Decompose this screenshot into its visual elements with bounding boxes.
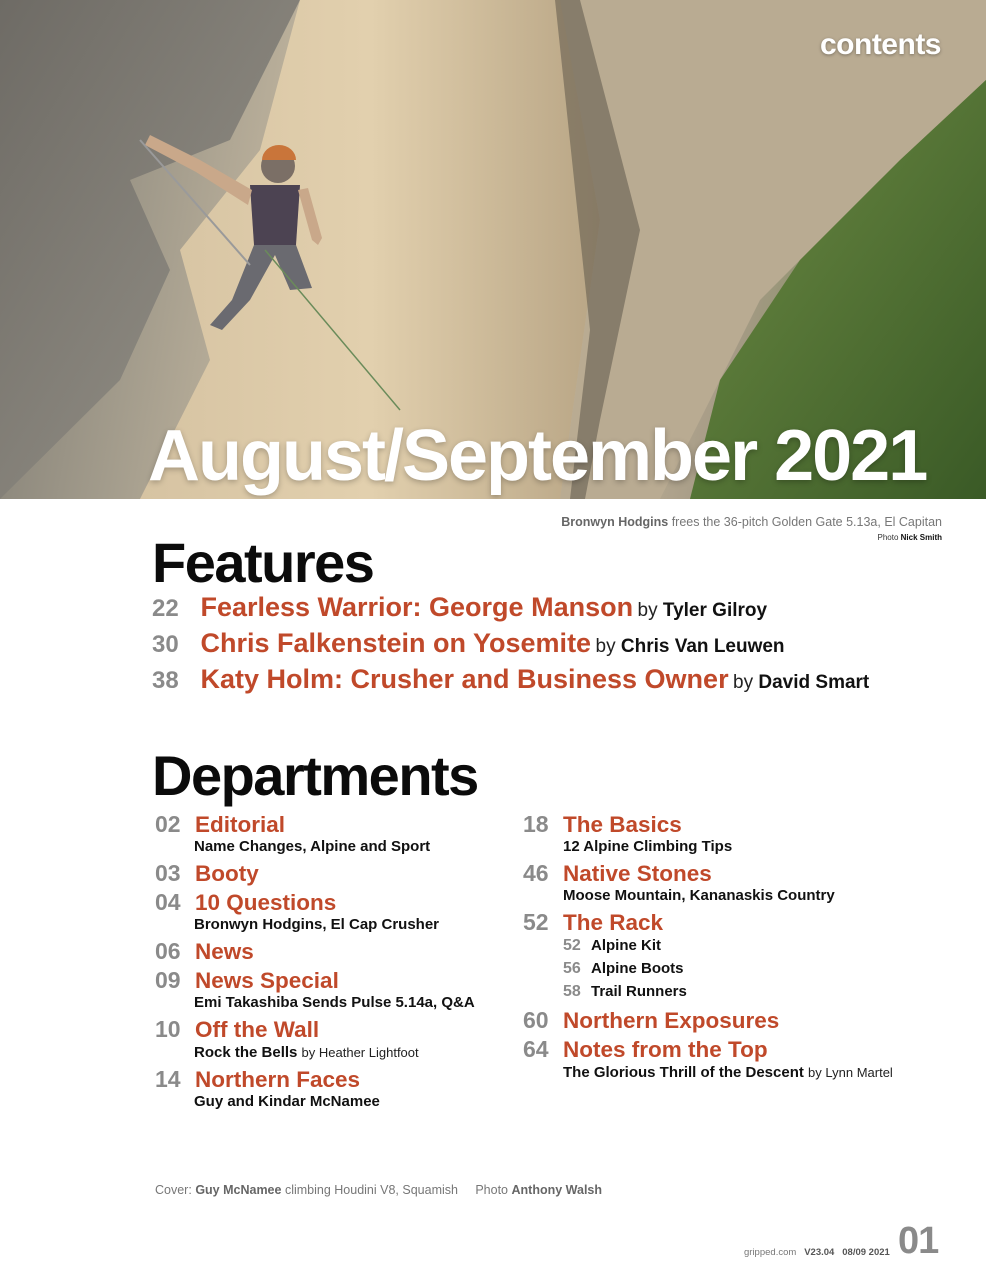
- cover-credit: [155, 1183, 602, 1197]
- page-number: 14: [155, 1066, 181, 1092]
- caption-text: frees the 36-pitch Golden Gate 5.13a, El Capitan: [671, 515, 942, 529]
- department-subtitle: Moose Mountain, Kananaskis Country: [563, 887, 835, 904]
- page-number: 60: [523, 1007, 549, 1033]
- cover-climber: Guy McNamee: [195, 1183, 282, 1197]
- feature-title[interactable]: Chris Falkenstein on Yosemite: [200, 628, 592, 658]
- page-number: 03: [155, 860, 181, 886]
- department-title[interactable]: 10 Questions: [195, 890, 337, 915]
- features-heading: Features: [152, 531, 374, 594]
- rack-subitem-title[interactable]: Alpine Boots: [591, 960, 684, 977]
- page-number: 52: [563, 937, 581, 954]
- department-subtitle: [194, 1044, 419, 1061]
- page-number: 38: [152, 667, 179, 694]
- department-title[interactable]: Off the Wall: [195, 1017, 320, 1042]
- department-title[interactable]: Northern Exposures: [563, 1008, 780, 1033]
- feature-item[interactable]: [152, 630, 785, 657]
- cover-photo: [0, 0, 986, 499]
- department-item[interactable]: [523, 862, 712, 886]
- photo-credit: [878, 533, 942, 542]
- site-url[interactable]: gripped.com: [744, 1247, 797, 1258]
- page-number: 56: [563, 960, 581, 977]
- rack-subitem-title[interactable]: Trail Runners: [591, 983, 687, 1000]
- department-item[interactable]: [523, 1038, 768, 1062]
- by-label: by: [733, 672, 754, 693]
- rack-subitem-title[interactable]: Alpine Kit: [591, 937, 661, 954]
- feature-item[interactable]: [152, 594, 767, 621]
- issue-date: 08/09 2021: [842, 1247, 890, 1258]
- cover-photo-prefix: Photo: [475, 1183, 509, 1197]
- subtitle-text: Rock the Bells: [194, 1044, 298, 1061]
- by-label: by: [637, 600, 658, 621]
- department-subtitle: Guy and Kindar McNamee: [194, 1093, 380, 1110]
- feature-title[interactable]: Fearless Warrior: George Manson: [200, 592, 634, 622]
- department-item[interactable]: [155, 969, 339, 993]
- department-title[interactable]: Native Stones: [563, 861, 712, 886]
- subtitle-byline: by Lynn Martel: [808, 1065, 893, 1080]
- page-number: 46: [523, 860, 549, 886]
- department-title[interactable]: Editorial: [195, 812, 286, 837]
- credit-prefix: Photo: [877, 533, 899, 542]
- department-subtitle: [563, 1064, 893, 1081]
- page-number: 04: [155, 889, 181, 915]
- contents-label: contents: [819, 28, 941, 61]
- cover-photographer: Anthony Walsh: [511, 1183, 603, 1197]
- department-subtitle: Bronwyn Hodgins, El Cap Crusher: [194, 916, 440, 933]
- page-number: 09: [155, 967, 181, 993]
- department-item[interactable]: [523, 1009, 779, 1033]
- page-number: 06: [155, 938, 181, 964]
- department-title[interactable]: The Basics: [563, 812, 682, 837]
- page-number: 52: [523, 909, 549, 935]
- department-item[interactable]: [155, 813, 285, 837]
- feature-author: Tyler Gilroy: [662, 600, 768, 621]
- feature-author: Chris Van Leuwen: [620, 636, 785, 657]
- page-number: 10: [155, 1016, 181, 1042]
- issue-title: August/September 2021: [148, 416, 927, 496]
- rack-subitem[interactable]: [563, 961, 684, 977]
- department-item[interactable]: [523, 813, 682, 837]
- departments-heading: Departments: [152, 744, 478, 807]
- rack-subitem[interactable]: [563, 938, 661, 954]
- page-number: 22: [152, 595, 179, 622]
- department-item[interactable]: [155, 940, 254, 964]
- feature-item[interactable]: [152, 666, 869, 693]
- department-subtitle: 12 Alpine Climbing Tips: [563, 838, 733, 855]
- page-number: 30: [152, 631, 179, 658]
- by-label: by: [595, 636, 616, 657]
- cover-text: climbing Houdini V8, Squamish: [284, 1183, 458, 1197]
- page-number: 58: [563, 983, 581, 1000]
- rack-subitem[interactable]: [563, 984, 687, 1000]
- footer-meta: [744, 1247, 890, 1258]
- page-number-footer: 01: [898, 1220, 939, 1262]
- photo-caption: [561, 515, 942, 529]
- caption-subject: Bronwyn Hodgins: [561, 515, 669, 529]
- department-title[interactable]: The Rack: [563, 910, 664, 935]
- feature-title[interactable]: Katy Holm: Crusher and Business Owner: [200, 664, 729, 694]
- department-title[interactable]: Notes from the Top: [563, 1037, 768, 1062]
- department-title[interactable]: News: [195, 939, 254, 964]
- page-number: 18: [523, 811, 549, 837]
- department-item[interactable]: [155, 891, 336, 915]
- department-title[interactable]: Northern Faces: [195, 1067, 361, 1092]
- department-item[interactable]: [155, 1068, 360, 1092]
- subtitle-text: The Glorious Thrill of the Descent: [563, 1064, 804, 1081]
- page-number: 02: [155, 811, 181, 837]
- cover-prefix: Cover:: [155, 1183, 192, 1197]
- department-item[interactable]: [155, 862, 259, 886]
- credit-name: Nick Smith: [900, 533, 942, 542]
- feature-author: David Smart: [758, 672, 870, 693]
- volume-number: V23.04: [804, 1247, 835, 1258]
- department-subtitle: Emi Takashiba Sends Pulse 5.14a, Q&A: [194, 994, 475, 1011]
- department-item[interactable]: [523, 911, 663, 935]
- department-title[interactable]: Booty: [195, 861, 259, 886]
- department-item[interactable]: [155, 1018, 319, 1042]
- page-number: 64: [523, 1036, 549, 1062]
- department-subtitle: Name Changes, Alpine and Sport: [194, 838, 431, 855]
- department-title[interactable]: News Special: [195, 968, 339, 993]
- subtitle-byline: by Heather Lightfoot: [301, 1045, 419, 1060]
